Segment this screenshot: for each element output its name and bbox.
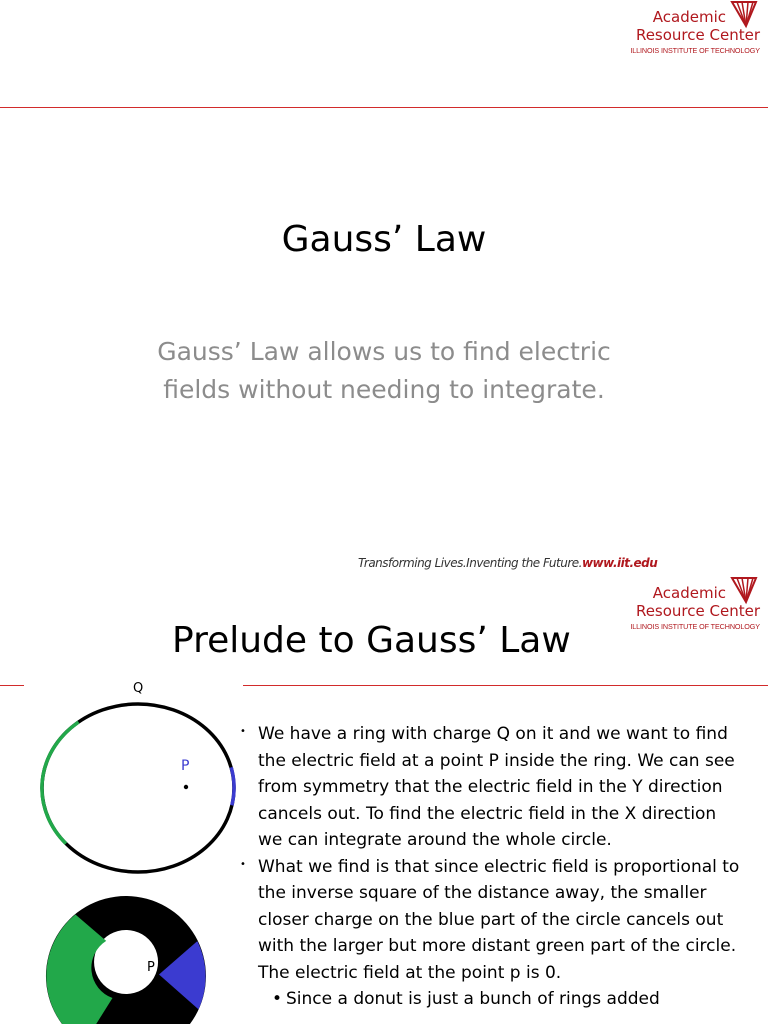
bullet-text: We have a ring with charge Q on it and we want to find the electric field at a point P inside the ring. We can see from symmetry that the electric field in the Y direction cancels out. To find the electric field in the X direction we can integrate around the whole circle. xyxy=(258,724,735,850)
prelude-slide xyxy=(0,576,768,1024)
slide-title: Gauss’ Law xyxy=(281,219,487,260)
arc-logo xyxy=(624,0,764,60)
charged-donut-diagram xyxy=(40,896,220,1024)
slide-title: Prelude to Gauss’ Law xyxy=(172,620,571,661)
point-p-dot xyxy=(184,785,188,789)
sub-bullet-text: Since a donut is just a bunch of rings added xyxy=(286,989,660,1009)
bullet-list xyxy=(240,721,740,1013)
logo-line-academic: Academic xyxy=(652,8,726,26)
sub-bullet-mark: • xyxy=(272,989,283,1009)
logo-line-academic: Academic xyxy=(652,584,726,602)
tagline-text: Transforming Lives.Inventing the Future. xyxy=(358,556,582,570)
bullet-mark: • xyxy=(240,858,246,870)
footer-tagline xyxy=(358,556,657,570)
logo-line-iit: ILLINOIS INSTITUTE OF TECHNOLOGY xyxy=(630,622,760,631)
sub-bullet-item xyxy=(240,986,740,1013)
header-rule-left xyxy=(0,685,24,686)
bullet-mark: • xyxy=(240,726,246,737)
donut-label-p: P xyxy=(147,960,155,975)
ring-blue-arc xyxy=(231,767,234,805)
logo-line-resource-center: Resource Center xyxy=(635,26,760,44)
bullet-item xyxy=(240,721,740,854)
logo-line-resource-center: Resource Center xyxy=(635,602,760,620)
ring-label-p: P xyxy=(181,758,190,774)
charged-ring-diagram xyxy=(24,676,244,886)
ring-green-arc xyxy=(42,722,79,844)
header-rule-right xyxy=(243,685,768,686)
tagline-url: www.iit.edu xyxy=(581,556,658,570)
logo-triangle-icon xyxy=(728,576,760,606)
ring-label-q: Q xyxy=(133,681,144,696)
bullet-text: What we find is that since electric field is proportional to the inverse square of the distance away, the smaller closer charge on the blue part of the circle cancels out with the larger but more distant green part of the circle. The electric field at the point p is 0. xyxy=(258,856,740,983)
logo-triangle-icon xyxy=(728,0,760,30)
arc-logo xyxy=(624,576,764,636)
bullet-item xyxy=(240,854,740,987)
slide-subtitle: Gauss’ Law allows us to find electric fields without needing to integrate. xyxy=(157,337,611,404)
header-rule xyxy=(0,107,768,108)
logo-line-iit: ILLINOIS INSTITUTE OF TECHNOLOGY xyxy=(630,46,760,55)
